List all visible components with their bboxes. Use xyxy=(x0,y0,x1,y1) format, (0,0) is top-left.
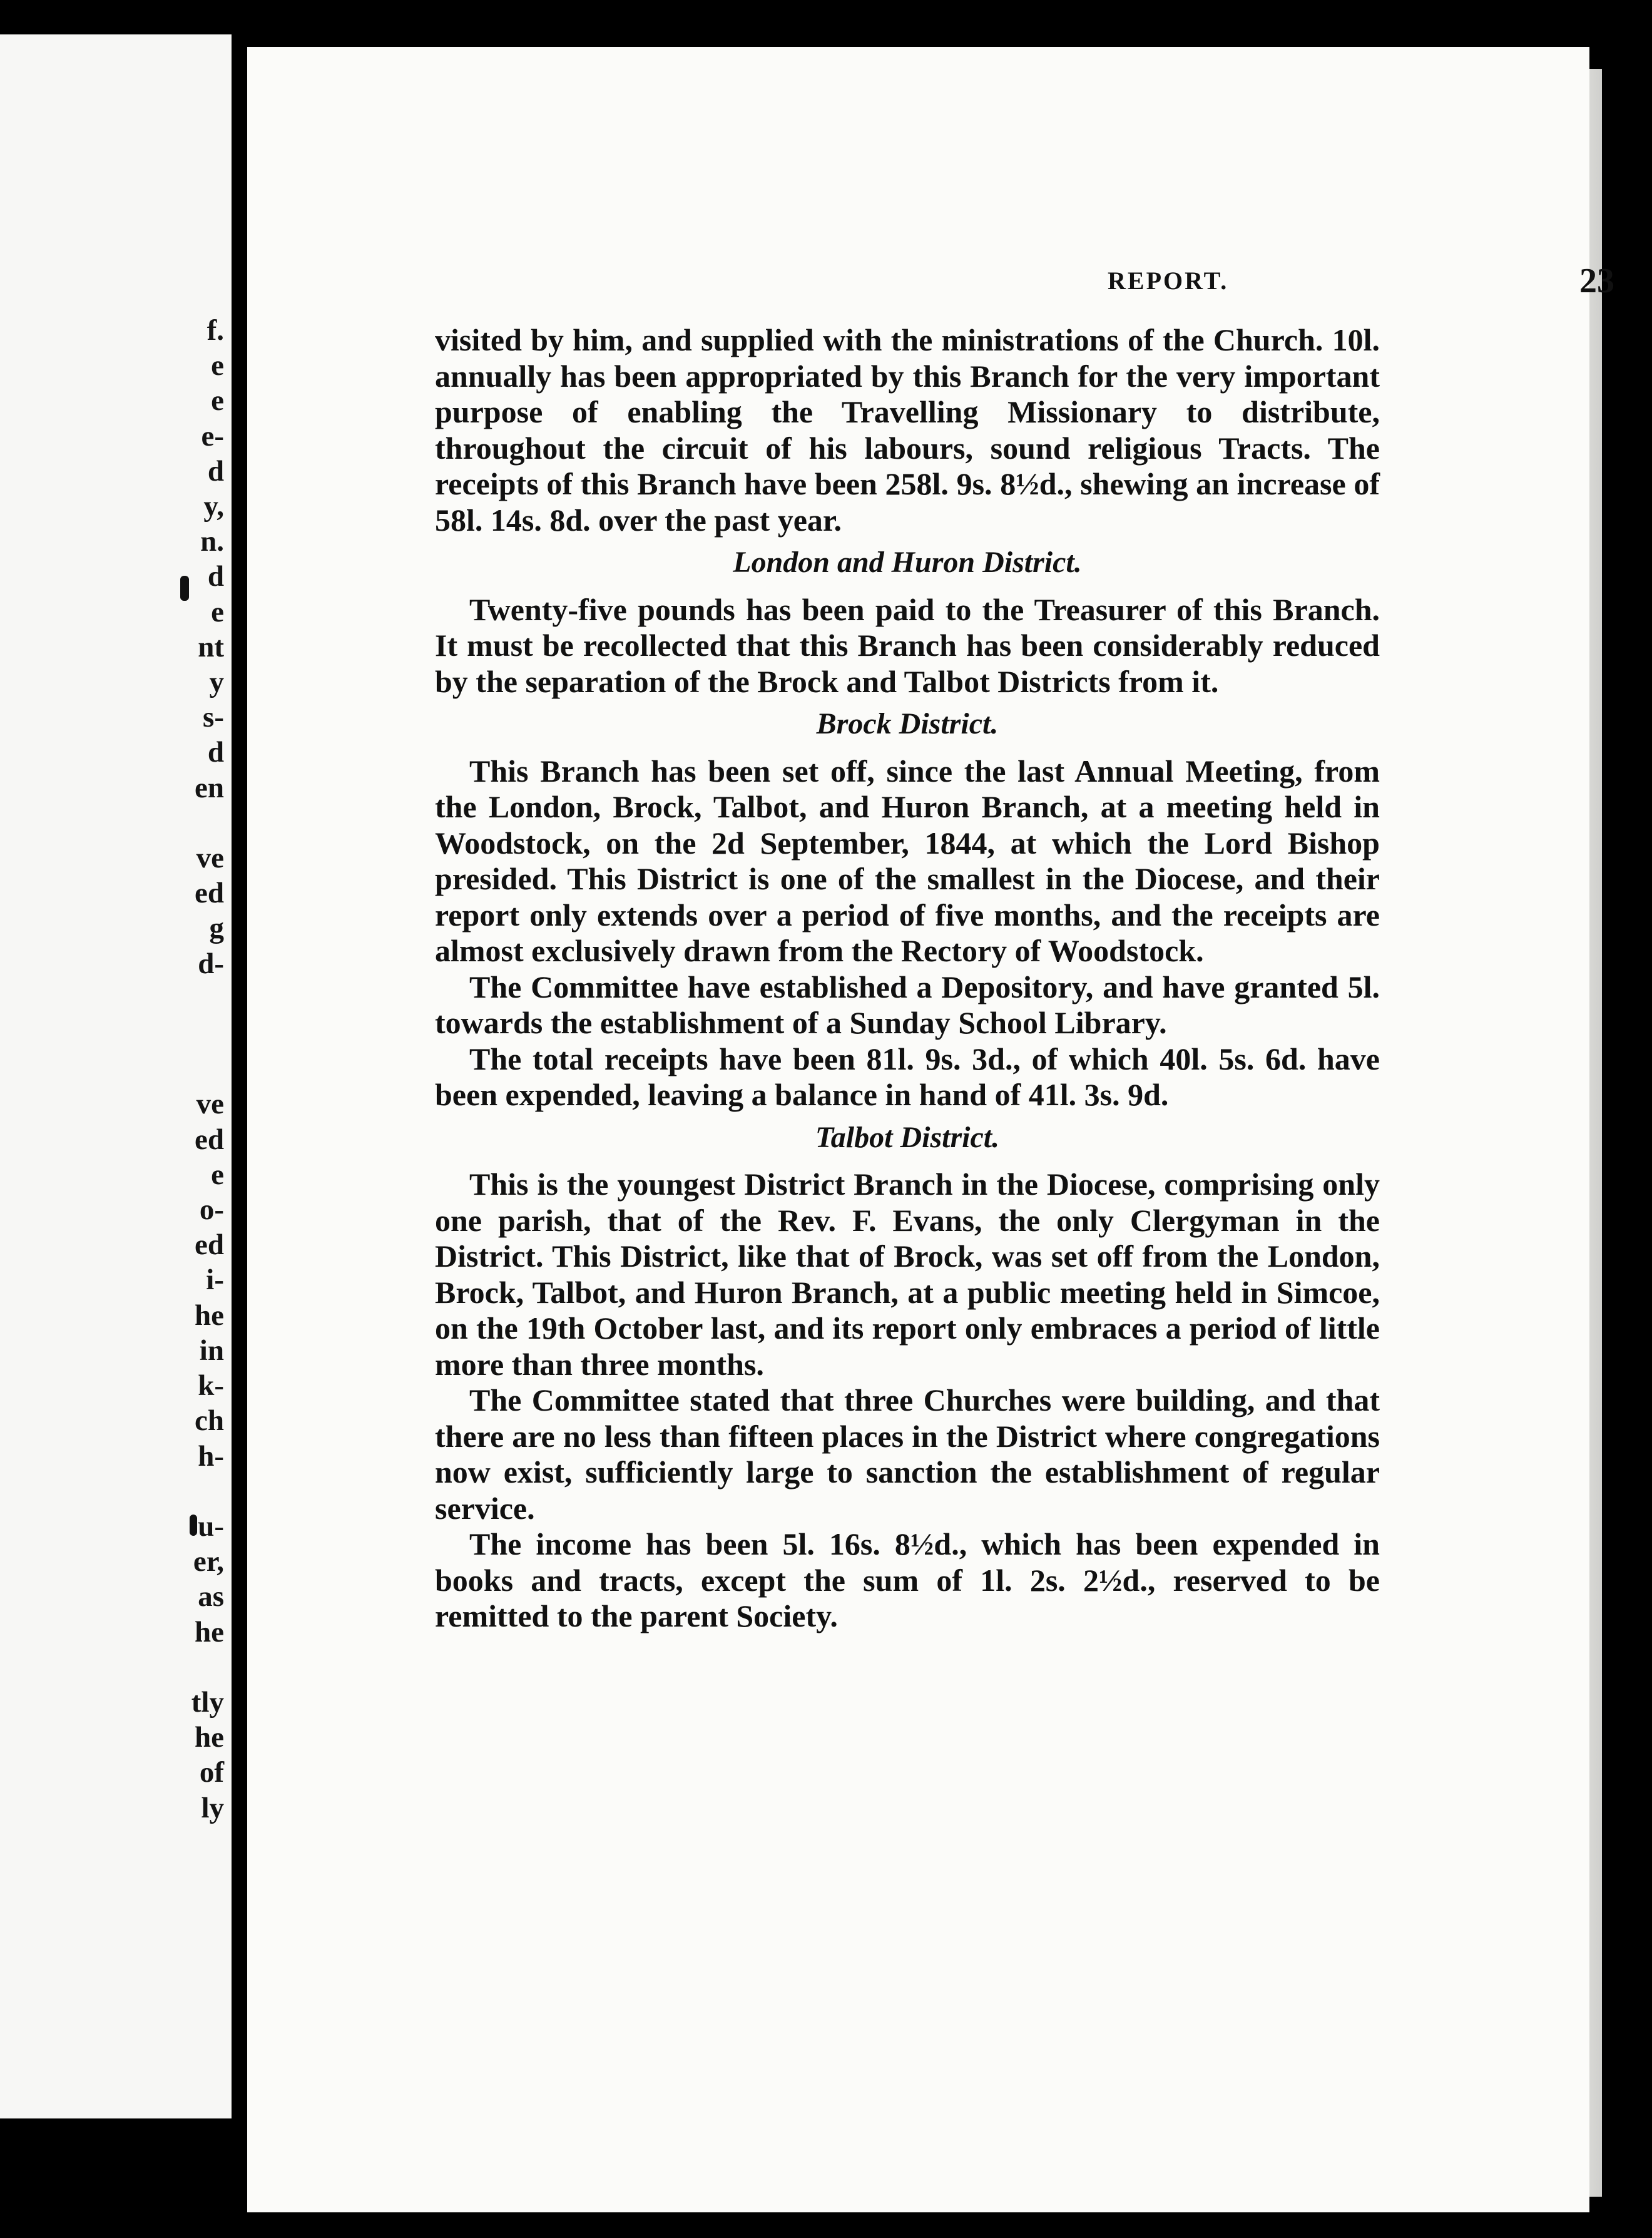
paragraph: The Committee stated that three Churches were building, and that there are no less than fifteen places in the District where congregations now exist, sufficiently large to sanction the establishment of regular service. xyxy=(435,1382,1380,1526)
paragraph: This is the youngest District Branch in the Diocese, comprising only one parish, that of the Rev. F. Evans, the only Clergyman in the District. This District, like that of Brock, was set off from the London, Brock, Talbot, and Huron Branch, at a public meeting held in Simcoe, on the 19th October last, and its report only embraces a period of little more than three months. xyxy=(435,1167,1380,1382)
section-heading-talbot: Talbot District. xyxy=(815,1120,1000,1154)
left-page xyxy=(0,34,232,2118)
paragraph: The total receipts have been 81l. 9s. 3d., of which 40l. 5s. 6d. have been expended, leaving a balance in hand of 41l. 3s. 9d. xyxy=(435,1041,1380,1112)
ink-mark xyxy=(190,1515,197,1536)
page-number: 23 xyxy=(1579,262,1614,300)
page-header xyxy=(451,262,1652,304)
ink-mark xyxy=(180,576,189,601)
left-page-text-fragments: f. e e e- d y, n. d e nt y s- d en ve ed g d- ve ed e o- ed i- he in k- ch h- u- er, as he tly he of ly xyxy=(191,314,224,1824)
paragraph: Twenty-five pounds has been paid to the Treasurer of this Branch. It must be recollected that this Branch has been considerably reduced by the separation of the Brock and Talbot Districts from it. xyxy=(435,591,1380,699)
section-heading-brock: Brock District. xyxy=(816,707,999,740)
paragraph: visited by him, and supplied with the ministrations of the Church. 10l. annually has been appropriated by this Branch for the very important purpose of enabling the Travelling Missionary to distribute, throughout the circuit of his labours, sound religious Tracts. The receipts of this Branch have been 258l. 9s. 8½d., shewing an increase of 58l. 14s. 8d. over the past year. xyxy=(435,322,1380,538)
paragraph: The income has been 5l. 16s. 8½d., which has been expended in books and tracts, except the sum of 1l. 2s. 2½d., reserved to be remitted to the parent Society. xyxy=(435,1526,1380,1633)
paragraph: This Branch has been set off, since the last Annual Meeting, from the London, Brock, Talbot, and Huron Branch, at a meeting held in Woodstock, on the 2d September, 1844, at which the Lord Bishop presided. This District is one of the smallest in the Diocese, and their report only extends over a period of five months, and the receipts are almost exclusively drawn from the Rectory of Woodstock. xyxy=(435,753,1380,968)
body-text xyxy=(435,322,1380,1635)
section-heading-london-huron: London and Huron District. xyxy=(733,546,1082,579)
paragraph: The Committee have established a Depository, and have granted 5l. towards the establishment of a Sunday School Library. xyxy=(435,969,1380,1040)
running-head: REPORT. xyxy=(1108,267,1229,295)
